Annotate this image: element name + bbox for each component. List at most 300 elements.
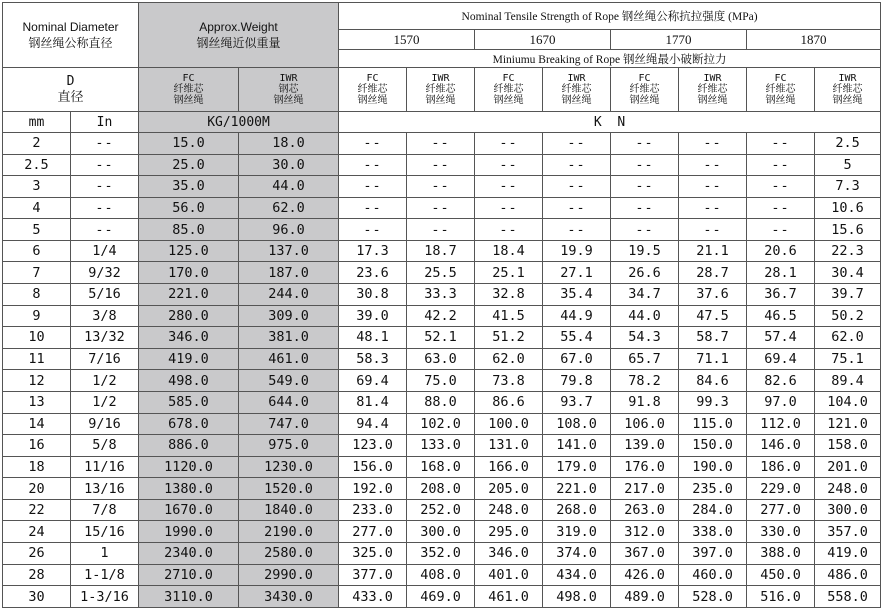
cell-iwr-1670: 179.0 bbox=[543, 456, 611, 478]
iwr-cn2: 钢丝绳 bbox=[832, 95, 863, 106]
cell-iwr-1870: 419.0 bbox=[815, 542, 881, 564]
cell-mm: 22 bbox=[3, 499, 71, 521]
cell-in: -- bbox=[71, 154, 139, 176]
cell-fc-1770: 176.0 bbox=[611, 456, 679, 478]
cell-iwr-1770: 190.0 bbox=[679, 456, 747, 478]
cell-fc-1670: 41.5 bbox=[475, 305, 543, 327]
cell-fc-1570: 48.1 bbox=[339, 327, 407, 349]
cell-fc-1570: -- bbox=[339, 154, 407, 176]
cell-fc-1770: -- bbox=[611, 133, 679, 155]
table-row bbox=[3, 586, 881, 608]
cell-iwr-1670: 67.0 bbox=[543, 348, 611, 370]
cell-mm: 28 bbox=[3, 564, 71, 586]
cell-weight-fc: 2710.0 bbox=[139, 564, 239, 586]
table-row bbox=[3, 284, 881, 306]
cell-fc-1770: 19.5 bbox=[611, 240, 679, 262]
cell-iwr-1870: 50.2 bbox=[815, 305, 881, 327]
fc-cn1: 纤维芯 bbox=[765, 84, 796, 95]
cell-iwr-1670: -- bbox=[543, 133, 611, 155]
fc-cn2: 钢丝绳 bbox=[173, 95, 204, 106]
cell-iwr-1570: 252.0 bbox=[407, 499, 475, 521]
unit-weight: KG/1000M bbox=[139, 112, 339, 133]
cell-weight-fc: 35.0 bbox=[139, 176, 239, 198]
cell-weight-fc: 585.0 bbox=[139, 391, 239, 413]
cell-fc-1770: 65.7 bbox=[611, 348, 679, 370]
cell-iwr-1770: 460.0 bbox=[679, 564, 747, 586]
cell-iwr-1870: 104.0 bbox=[815, 391, 881, 413]
cell-fc-1870: -- bbox=[747, 133, 815, 155]
cell-iwr-1670: 108.0 bbox=[543, 413, 611, 435]
cell-in: -- bbox=[71, 197, 139, 219]
cell-iwr-1770: 99.3 bbox=[679, 391, 747, 413]
strength-1670: 1670 bbox=[475, 30, 611, 50]
fc-cn2: 钢丝绳 bbox=[357, 95, 388, 106]
cell-fc-1670: 248.0 bbox=[475, 499, 543, 521]
approx-weight-en: Approx.Weight bbox=[199, 20, 278, 34]
cell-weight-iwr: 18.0 bbox=[239, 133, 339, 155]
cell-mm: 24 bbox=[3, 521, 71, 543]
iwr-cn2: 钢丝绳 bbox=[561, 95, 592, 106]
cell-fc-1570: 377.0 bbox=[339, 564, 407, 586]
cell-iwr-1570: 408.0 bbox=[407, 564, 475, 586]
cell-iwr-1570: -- bbox=[407, 219, 475, 241]
cell-fc-1570: 156.0 bbox=[339, 456, 407, 478]
cell-fc-1570: 39.0 bbox=[339, 305, 407, 327]
cell-iwr-1870: 7.3 bbox=[815, 176, 881, 198]
cell-in: 9/32 bbox=[71, 262, 139, 284]
cell-iwr-1770: 47.5 bbox=[679, 305, 747, 327]
cell-iwr-1570: 42.2 bbox=[407, 305, 475, 327]
cell-fc-1870: -- bbox=[747, 197, 815, 219]
cell-weight-iwr: 975.0 bbox=[239, 435, 339, 457]
cell-fc-1570: 233.0 bbox=[339, 499, 407, 521]
cell-iwr-1670: 44.9 bbox=[543, 305, 611, 327]
cell-weight-iwr: 244.0 bbox=[239, 284, 339, 306]
cell-mm: 9 bbox=[3, 305, 71, 327]
cell-fc-1770: 426.0 bbox=[611, 564, 679, 586]
cell-fc-1870: 112.0 bbox=[747, 413, 815, 435]
cell-weight-iwr: 461.0 bbox=[239, 348, 339, 370]
cell-in: -- bbox=[71, 176, 139, 198]
cell-fc-1570: 123.0 bbox=[339, 435, 407, 457]
cell-weight-fc: 1990.0 bbox=[139, 521, 239, 543]
cell-iwr-1770: 397.0 bbox=[679, 542, 747, 564]
cell-iwr-1570: 63.0 bbox=[407, 348, 475, 370]
weight-iwr-header bbox=[239, 68, 339, 112]
cell-fc-1570: 192.0 bbox=[339, 478, 407, 500]
unit-mm: mm bbox=[3, 112, 71, 133]
cell-mm: 10 bbox=[3, 327, 71, 349]
cell-fc-1670: 295.0 bbox=[475, 521, 543, 543]
cell-iwr-1670: 79.8 bbox=[543, 370, 611, 392]
cell-iwr-1770: -- bbox=[679, 133, 747, 155]
cell-weight-iwr: 1840.0 bbox=[239, 499, 339, 521]
cell-fc-1870: -- bbox=[747, 219, 815, 241]
cell-iwr-1770: 58.7 bbox=[679, 327, 747, 349]
cell-iwr-1570: 88.0 bbox=[407, 391, 475, 413]
rope-spec-table bbox=[2, 2, 881, 608]
cell-fc-1870: 36.7 bbox=[747, 284, 815, 306]
table-row bbox=[3, 219, 881, 241]
cell-weight-iwr: 2580.0 bbox=[239, 542, 339, 564]
cell-fc-1570: 58.3 bbox=[339, 348, 407, 370]
cell-in: 1-1/8 bbox=[71, 564, 139, 586]
cell-fc-1770: 78.2 bbox=[611, 370, 679, 392]
cell-iwr-1770: 21.1 bbox=[679, 240, 747, 262]
cell-iwr-1570: 33.3 bbox=[407, 284, 475, 306]
approx-weight-header bbox=[139, 3, 339, 68]
cell-mm: 18 bbox=[3, 456, 71, 478]
cell-weight-iwr: 187.0 bbox=[239, 262, 339, 284]
table-row bbox=[3, 478, 881, 500]
fc-label: FC bbox=[774, 73, 787, 84]
cell-fc-1570: 69.4 bbox=[339, 370, 407, 392]
cell-mm: 16 bbox=[3, 435, 71, 457]
cell-in: 11/16 bbox=[71, 456, 139, 478]
cell-fc-1570: -- bbox=[339, 219, 407, 241]
iwr-cn2: 钢丝绳 bbox=[425, 95, 456, 106]
cell-iwr-1570: -- bbox=[407, 154, 475, 176]
cell-iwr-1870: 486.0 bbox=[815, 564, 881, 586]
iwr-label: IWR bbox=[567, 73, 586, 84]
cell-in: -- bbox=[71, 133, 139, 155]
iwr-cn1: 纤维芯 bbox=[561, 84, 592, 95]
iwr-cn1: 钢芯 bbox=[278, 84, 299, 95]
cell-fc-1670: 18.4 bbox=[475, 240, 543, 262]
cell-weight-fc: 419.0 bbox=[139, 348, 239, 370]
cell-mm: 2.5 bbox=[3, 154, 71, 176]
cell-mm: 2 bbox=[3, 133, 71, 155]
cell-fc-1670: 346.0 bbox=[475, 542, 543, 564]
cell-fc-1770: 312.0 bbox=[611, 521, 679, 543]
cell-iwr-1770: 115.0 bbox=[679, 413, 747, 435]
cell-fc-1670: 51.2 bbox=[475, 327, 543, 349]
cell-fc-1870: 146.0 bbox=[747, 435, 815, 457]
cell-fc-1770: -- bbox=[611, 197, 679, 219]
cell-weight-iwr: 644.0 bbox=[239, 391, 339, 413]
cell-iwr-1670: 374.0 bbox=[543, 542, 611, 564]
cell-iwr-1870: 558.0 bbox=[815, 586, 881, 608]
cell-iwr-1570: 208.0 bbox=[407, 478, 475, 500]
cell-in: 9/16 bbox=[71, 413, 139, 435]
approx-weight-cn: 钢丝绳近似重量 bbox=[196, 36, 281, 50]
cell-fc-1670: -- bbox=[475, 133, 543, 155]
cell-fc-1870: 28.1 bbox=[747, 262, 815, 284]
cell-mm: 8 bbox=[3, 284, 71, 306]
fc-header-1870 bbox=[747, 68, 815, 112]
cell-iwr-1870: 75.1 bbox=[815, 348, 881, 370]
cell-in: 1 bbox=[71, 542, 139, 564]
cell-mm: 4 bbox=[3, 197, 71, 219]
fc-header-1770 bbox=[611, 68, 679, 112]
table-row bbox=[3, 391, 881, 413]
cell-mm: 6 bbox=[3, 240, 71, 262]
cell-fc-1670: 401.0 bbox=[475, 564, 543, 586]
iwr-cn1: 纤维芯 bbox=[697, 84, 728, 95]
cell-weight-fc: 1380.0 bbox=[139, 478, 239, 500]
cell-weight-fc: 3110.0 bbox=[139, 586, 239, 608]
table-row bbox=[3, 262, 881, 284]
cell-fc-1670: -- bbox=[475, 176, 543, 198]
cell-weight-iwr: 747.0 bbox=[239, 413, 339, 435]
cell-iwr-1570: 25.5 bbox=[407, 262, 475, 284]
cell-in: 5/8 bbox=[71, 435, 139, 457]
cell-weight-fc: 280.0 bbox=[139, 305, 239, 327]
fc-label: FC bbox=[182, 73, 195, 84]
cell-iwr-1570: 469.0 bbox=[407, 586, 475, 608]
cell-iwr-1670: -- bbox=[543, 154, 611, 176]
cell-iwr-1770: -- bbox=[679, 176, 747, 198]
cell-iwr-1570: -- bbox=[407, 197, 475, 219]
cell-in: 1/2 bbox=[71, 391, 139, 413]
cell-iwr-1670: 93.7 bbox=[543, 391, 611, 413]
cell-iwr-1570: 133.0 bbox=[407, 435, 475, 457]
cell-fc-1770: 367.0 bbox=[611, 542, 679, 564]
cell-weight-iwr: 96.0 bbox=[239, 219, 339, 241]
cell-mm: 13 bbox=[3, 391, 71, 413]
cell-fc-1770: 91.8 bbox=[611, 391, 679, 413]
cell-mm: 30 bbox=[3, 586, 71, 608]
cell-fc-1870: 82.6 bbox=[747, 370, 815, 392]
cell-weight-fc: 2340.0 bbox=[139, 542, 239, 564]
iwr-cn2: 钢丝绳 bbox=[697, 95, 728, 106]
cell-weight-iwr: 1230.0 bbox=[239, 456, 339, 478]
cell-fc-1770: 26.6 bbox=[611, 262, 679, 284]
cell-iwr-1770: 71.1 bbox=[679, 348, 747, 370]
table-row bbox=[3, 499, 881, 521]
nominal-diameter-en: Nominal Diameter bbox=[22, 20, 119, 34]
cell-fc-1870: 450.0 bbox=[747, 564, 815, 586]
cell-iwr-1870: 2.5 bbox=[815, 133, 881, 155]
cell-fc-1670: -- bbox=[475, 154, 543, 176]
cell-in: 15/16 bbox=[71, 521, 139, 543]
cell-weight-iwr: 62.0 bbox=[239, 197, 339, 219]
cell-weight-fc: 221.0 bbox=[139, 284, 239, 306]
cell-mm: 7 bbox=[3, 262, 71, 284]
cell-iwr-1770: 338.0 bbox=[679, 521, 747, 543]
cell-weight-iwr: 549.0 bbox=[239, 370, 339, 392]
cell-weight-fc: 1670.0 bbox=[139, 499, 239, 521]
cell-iwr-1570: 52.1 bbox=[407, 327, 475, 349]
fc-cn1: 纤维芯 bbox=[493, 84, 524, 95]
cell-iwr-1570: 18.7 bbox=[407, 240, 475, 262]
cell-iwr-1770: -- bbox=[679, 154, 747, 176]
table-row bbox=[3, 456, 881, 478]
tensile-strength-header: Nominal Tensile Strength of Rope 钢丝绳公称抗拉强度 (MPa) bbox=[339, 3, 881, 30]
strength-1570: 1570 bbox=[339, 30, 475, 50]
cell-fc-1870: -- bbox=[747, 176, 815, 198]
fc-cn2: 钢丝绳 bbox=[493, 95, 524, 106]
fc-cn2: 钢丝绳 bbox=[765, 95, 796, 106]
table-row bbox=[3, 564, 881, 586]
nominal-diameter-cn: 钢丝绳公称直径 bbox=[28, 36, 113, 50]
cell-fc-1670: 166.0 bbox=[475, 456, 543, 478]
cell-fc-1770: -- bbox=[611, 154, 679, 176]
cell-fc-1870: 277.0 bbox=[747, 499, 815, 521]
cell-mm: 3 bbox=[3, 176, 71, 198]
cell-iwr-1570: 168.0 bbox=[407, 456, 475, 478]
cell-fc-1670: 73.8 bbox=[475, 370, 543, 392]
table-row bbox=[3, 521, 881, 543]
iwr-header-1870 bbox=[815, 68, 881, 112]
cell-weight-fc: 886.0 bbox=[139, 435, 239, 457]
cell-weight-fc: 170.0 bbox=[139, 262, 239, 284]
cell-iwr-1770: -- bbox=[679, 219, 747, 241]
iwr-header-1570 bbox=[407, 68, 475, 112]
fc-cn1: 纤维芯 bbox=[629, 84, 660, 95]
diameter-label bbox=[3, 68, 139, 112]
cell-fc-1770: 54.3 bbox=[611, 327, 679, 349]
cell-mm: 26 bbox=[3, 542, 71, 564]
iwr-cn1: 纤维芯 bbox=[425, 84, 456, 95]
unit-in: In bbox=[71, 112, 139, 133]
table-row bbox=[3, 370, 881, 392]
cell-fc-1570: 433.0 bbox=[339, 586, 407, 608]
cell-weight-fc: 56.0 bbox=[139, 197, 239, 219]
cell-in: 13/16 bbox=[71, 478, 139, 500]
cell-weight-iwr: 44.0 bbox=[239, 176, 339, 198]
iwr-cn1: 纤维芯 bbox=[832, 84, 863, 95]
cell-iwr-1870: 30.4 bbox=[815, 262, 881, 284]
iwr-header-1770 bbox=[679, 68, 747, 112]
fc-cn1: 纤维芯 bbox=[357, 84, 388, 95]
unit-force: K N bbox=[339, 112, 881, 133]
cell-iwr-1870: 39.7 bbox=[815, 284, 881, 306]
cell-fc-1870: 330.0 bbox=[747, 521, 815, 543]
cell-fc-1570: -- bbox=[339, 197, 407, 219]
cell-mm: 12 bbox=[3, 370, 71, 392]
cell-fc-1670: 86.6 bbox=[475, 391, 543, 413]
cell-iwr-1670: 319.0 bbox=[543, 521, 611, 543]
iwr-header-1670 bbox=[543, 68, 611, 112]
cell-iwr-1870: 300.0 bbox=[815, 499, 881, 521]
cell-iwr-1670: 55.4 bbox=[543, 327, 611, 349]
cell-weight-iwr: 3430.0 bbox=[239, 586, 339, 608]
table-row bbox=[3, 305, 881, 327]
fc-cn1: 纤维芯 bbox=[173, 84, 204, 95]
cell-fc-1870: 57.4 bbox=[747, 327, 815, 349]
cell-weight-fc: 125.0 bbox=[139, 240, 239, 262]
iwr-label: IWR bbox=[431, 73, 450, 84]
cell-mm: 14 bbox=[3, 413, 71, 435]
iwr-label: IWR bbox=[279, 73, 298, 84]
cell-iwr-1670: 19.9 bbox=[543, 240, 611, 262]
cell-iwr-1770: 528.0 bbox=[679, 586, 747, 608]
cell-mm: 20 bbox=[3, 478, 71, 500]
cell-fc-1670: 62.0 bbox=[475, 348, 543, 370]
cell-fc-1670: 461.0 bbox=[475, 586, 543, 608]
cell-fc-1870: 46.5 bbox=[747, 305, 815, 327]
cell-iwr-1870: 121.0 bbox=[815, 413, 881, 435]
cell-iwr-1770: 37.6 bbox=[679, 284, 747, 306]
cell-fc-1670: -- bbox=[475, 197, 543, 219]
cell-fc-1770: 139.0 bbox=[611, 435, 679, 457]
cell-iwr-1670: 141.0 bbox=[543, 435, 611, 457]
nominal-diameter-header bbox=[3, 3, 139, 68]
cell-mm: 11 bbox=[3, 348, 71, 370]
cell-iwr-1670: 35.4 bbox=[543, 284, 611, 306]
fc-label: FC bbox=[638, 73, 651, 84]
cell-iwr-1870: 158.0 bbox=[815, 435, 881, 457]
cell-fc-1770: 34.7 bbox=[611, 284, 679, 306]
cell-fc-1570: 17.3 bbox=[339, 240, 407, 262]
cell-iwr-1670: 498.0 bbox=[543, 586, 611, 608]
cell-iwr-1570: 102.0 bbox=[407, 413, 475, 435]
cell-iwr-1870: 22.3 bbox=[815, 240, 881, 262]
cell-iwr-1570: 300.0 bbox=[407, 521, 475, 543]
diameter-d: D bbox=[66, 73, 75, 89]
cell-fc-1670: 131.0 bbox=[475, 435, 543, 457]
cell-fc-1570: 277.0 bbox=[339, 521, 407, 543]
cell-fc-1570: -- bbox=[339, 176, 407, 198]
cell-weight-fc: 346.0 bbox=[139, 327, 239, 349]
cell-iwr-1870: 201.0 bbox=[815, 456, 881, 478]
table-row bbox=[3, 197, 881, 219]
cell-weight-iwr: 309.0 bbox=[239, 305, 339, 327]
fc-label: FC bbox=[366, 73, 379, 84]
fc-header-1570 bbox=[339, 68, 407, 112]
cell-iwr-1570: 352.0 bbox=[407, 542, 475, 564]
cell-fc-1770: 44.0 bbox=[611, 305, 679, 327]
cell-in: 3/8 bbox=[71, 305, 139, 327]
cell-weight-iwr: 2990.0 bbox=[239, 564, 339, 586]
cell-iwr-1870: 10.6 bbox=[815, 197, 881, 219]
cell-iwr-1770: -- bbox=[679, 197, 747, 219]
cell-fc-1770: -- bbox=[611, 219, 679, 241]
diameter-cn: 直径 bbox=[57, 89, 84, 105]
cell-in: 7/16 bbox=[71, 348, 139, 370]
cell-weight-iwr: 30.0 bbox=[239, 154, 339, 176]
cell-fc-1870: 69.4 bbox=[747, 348, 815, 370]
cell-fc-1870: 516.0 bbox=[747, 586, 815, 608]
cell-weight-fc: 85.0 bbox=[139, 219, 239, 241]
cell-in: 1-3/16 bbox=[71, 586, 139, 608]
cell-in: 7/8 bbox=[71, 499, 139, 521]
cell-fc-1670: -- bbox=[475, 219, 543, 241]
cell-fc-1770: 489.0 bbox=[611, 586, 679, 608]
cell-in: -- bbox=[71, 219, 139, 241]
fc-label: FC bbox=[502, 73, 515, 84]
cell-fc-1870: 186.0 bbox=[747, 456, 815, 478]
strength-1870: 1870 bbox=[747, 30, 881, 50]
cell-fc-1570: 30.8 bbox=[339, 284, 407, 306]
cell-iwr-1870: 62.0 bbox=[815, 327, 881, 349]
cell-fc-1570: -- bbox=[339, 133, 407, 155]
cell-fc-1870: -- bbox=[747, 154, 815, 176]
table-row bbox=[3, 176, 881, 198]
cell-fc-1770: 263.0 bbox=[611, 499, 679, 521]
strength-1770: 1770 bbox=[611, 30, 747, 50]
cell-iwr-1870: 357.0 bbox=[815, 521, 881, 543]
cell-weight-iwr: 381.0 bbox=[239, 327, 339, 349]
cell-in: 1/4 bbox=[71, 240, 139, 262]
cell-iwr-1670: -- bbox=[543, 219, 611, 241]
cell-iwr-1570: 75.0 bbox=[407, 370, 475, 392]
cell-iwr-1770: 284.0 bbox=[679, 499, 747, 521]
cell-iwr-1870: 248.0 bbox=[815, 478, 881, 500]
weight-fc-header bbox=[139, 68, 239, 112]
cell-fc-1570: 94.4 bbox=[339, 413, 407, 435]
iwr-label: IWR bbox=[703, 73, 722, 84]
cell-fc-1570: 325.0 bbox=[339, 542, 407, 564]
cell-iwr-1670: 268.0 bbox=[543, 499, 611, 521]
cell-weight-iwr: 1520.0 bbox=[239, 478, 339, 500]
cell-fc-1670: 25.1 bbox=[475, 262, 543, 284]
cell-weight-iwr: 2190.0 bbox=[239, 521, 339, 543]
cell-fc-1770: -- bbox=[611, 176, 679, 198]
table-body bbox=[3, 133, 881, 608]
cell-weight-fc: 25.0 bbox=[139, 154, 239, 176]
